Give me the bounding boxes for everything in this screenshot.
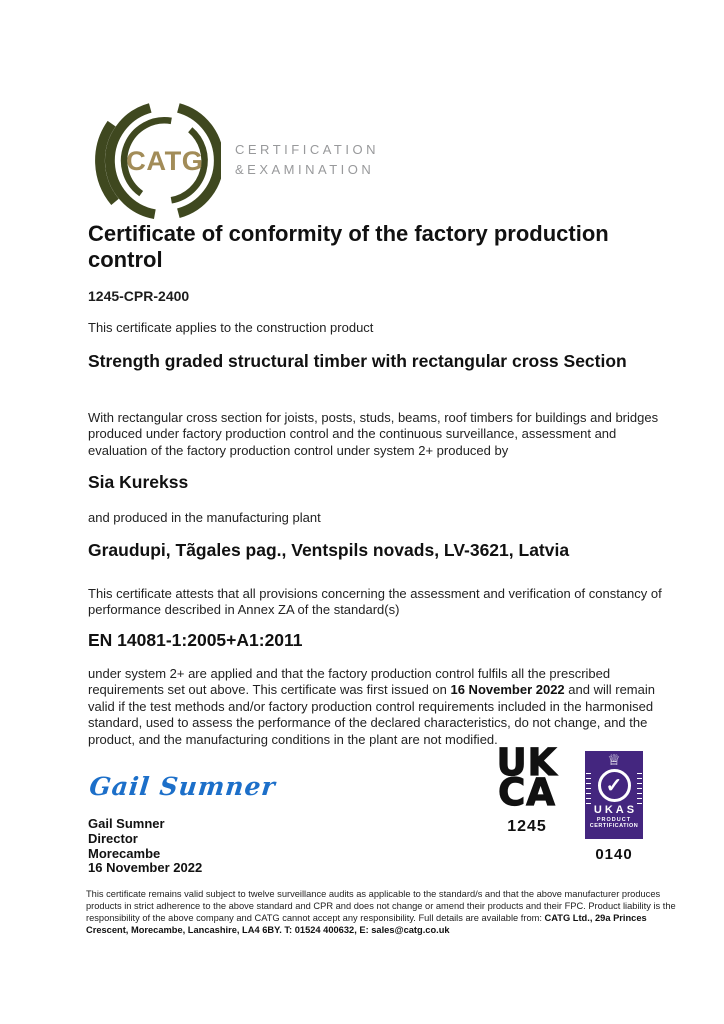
catg-logo <box>88 93 379 226</box>
certificate-number: 1245-CPR-2400 <box>88 288 190 304</box>
signatory-role: Director <box>88 830 138 846</box>
signature-date: 16 November 2022 <box>88 860 203 876</box>
ukas-ruler-ticks-right <box>637 773 642 808</box>
tagline-line1: CERTIFICATION <box>235 141 379 157</box>
ukca-mark <box>484 741 570 836</box>
plant-address: Graudupi, Tãgales pag., Ventspils novads, LV-3621, Latvia <box>88 540 570 560</box>
ukca-line1: UK <box>496 741 558 784</box>
ukca-notified-body-number: 1245 <box>507 817 547 835</box>
footer-disclaimer <box>86 888 682 936</box>
crown-icon: ♕ <box>607 751 621 769</box>
ukas-name: UKAS <box>593 804 638 816</box>
catg-logo-icon <box>88 93 221 226</box>
validity-after-date: and will remain valid if the test methods and/or factory production control requirements included in the harmonised standard, used to assess the performance of the declared characteristics, do not change, and the product, and the manufacturing conditions in the plant are not modified. <box>88 682 655 747</box>
product-name: Strength graded structural timber with rectangular cross Section <box>88 351 627 371</box>
tagline-line2: &EXAMINATION <box>235 161 375 177</box>
attestation-text: This certificate attests that all provisions concerning the assessment and verification of constancy of performance described in Annex ZA of the standard(s) <box>88 586 662 618</box>
signatory-name: Gail Sumner <box>88 816 165 831</box>
manufacturer-name: Sia Kurekss <box>88 472 189 492</box>
signature-script: Gail Sumner <box>88 772 278 801</box>
signatory-block <box>88 817 202 876</box>
catg-logo-tagline <box>235 140 379 180</box>
plant-intro-text: and produced in the manufacturing plant <box>88 510 321 525</box>
product-description: With rectangular cross section for joists, posts, studs, beams, roof timbers for buildings and bridges produced under factory production control and the continuous surveillance, assessment and evaluation of the factory production control under system 2+ produced by <box>88 410 659 458</box>
ukas-mark <box>585 751 643 863</box>
ukca-line2: CA <box>498 771 556 815</box>
catg-logo-acronym: CATG <box>126 144 204 176</box>
ukas-ruler-ticks-left <box>586 773 591 808</box>
issue-date: 16 November 2022 <box>450 682 565 698</box>
ukca-logo-icon <box>484 741 570 815</box>
footer-regular-text: This certificate remains valid subject to twelve surveillance audits as applicable to the standard/s and that the above manufacturer produces products in strict adherence to the above standard and CPR and does not change or amend their products and their FPC. Product liability is the responsibility of the above company and CATG cannot accept any responsibility. Full details are available from: <box>86 889 676 923</box>
ukas-logo-icon <box>585 751 643 839</box>
intro-text: This certificate applies to the construction product <box>88 320 374 335</box>
standard-reference: EN 14081-1:2005+A1:2011 <box>88 630 303 650</box>
ukas-subtitle-certification: CERTIFICATION <box>589 823 639 829</box>
validity-paragraph <box>88 666 666 748</box>
signatory-place: Morecambe <box>88 845 161 861</box>
ukas-subtitle-product: PRODUCT <box>596 817 632 823</box>
checkmark-icon: ✓ <box>598 769 631 802</box>
ukas-body-number: 0140 <box>595 846 633 863</box>
footer-contact-details: CATG Ltd., 29a Princes Crescent, Morecambe, Lancashire, LA4 6BY. T: 01524 400632, E: sales@catg.co.uk <box>86 913 647 935</box>
validity-before-date: under system 2+ are applied and that the factory production control fulfils all the prescribed requirements set out above. This certificate was first issued on <box>88 666 611 698</box>
page-title: Certificate of conformity of the factory production control <box>88 221 609 272</box>
